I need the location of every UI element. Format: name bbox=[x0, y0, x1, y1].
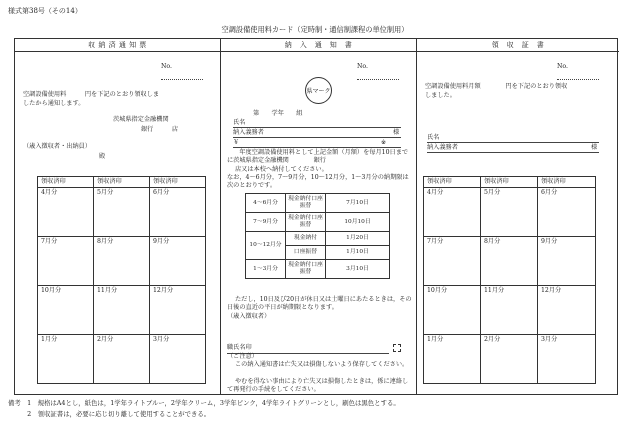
payer-label: 納入義務者 bbox=[427, 144, 458, 151]
grid-cell: 8月分 bbox=[481, 237, 538, 286]
bank-label: 茨城県指定金融機関 bbox=[113, 116, 169, 123]
no-dots bbox=[557, 79, 599, 80]
grid-cell: 6月分 bbox=[538, 188, 596, 237]
grade-class-label: 第 学年 組 bbox=[253, 110, 303, 117]
deadline-intro: なお，4〜6月分，7〜9月分，10〜12月分，1〜3月分の納期限は次のとおりです。 bbox=[227, 174, 409, 189]
document-title: 空調設備使用料カード（定時制・通信制課程の単位制用） bbox=[221, 25, 409, 34]
grid-header: 領収済印 bbox=[38, 177, 94, 188]
grid-cell: 7月分 bbox=[38, 237, 94, 286]
receipt-grid bbox=[423, 176, 596, 384]
method-cell: 現金納付口座振替 bbox=[286, 194, 326, 213]
section-header: 収 納 済 通 知 票 bbox=[15, 39, 220, 52]
section-header: 領 収 証 書 bbox=[417, 39, 619, 52]
grid-cell: 4月分 bbox=[424, 188, 481, 237]
method-cell: 現金納付口座振替 bbox=[286, 260, 326, 279]
grid-cell: 2月分 bbox=[481, 335, 538, 384]
method-cell: 口座振替 bbox=[286, 246, 326, 260]
deadline-cell: 1月10日 bbox=[326, 246, 390, 260]
grid-cell: 1月分 bbox=[38, 335, 94, 384]
remark-2: 2 領収証書は，必要に応じ切り離して使用することができる。 bbox=[8, 410, 211, 418]
grid-cell: 12月分 bbox=[150, 286, 206, 335]
grid-cell: 3月分 bbox=[150, 335, 206, 384]
grid-cell: 5月分 bbox=[481, 188, 538, 237]
name-underline bbox=[233, 127, 401, 128]
clerk-label: 職氏名印 bbox=[227, 344, 252, 351]
yen-label: ￥ bbox=[233, 139, 240, 146]
period-cell: 10〜12月分 bbox=[246, 232, 286, 260]
grid-header: 領収済印 bbox=[481, 177, 538, 188]
method-cell: 現金納付口座振替 bbox=[286, 213, 326, 232]
notice-text: したから通知します。 bbox=[23, 100, 85, 107]
no-label: No. bbox=[357, 63, 368, 70]
remark-1: 備考 1 規格はA4とし，紙色は，1学年ライトブルー，2学年クリーム，3学年ピンク，4学年ライトグリーンとし，刷色は黒色とする。 bbox=[8, 399, 400, 407]
payer-underline bbox=[427, 152, 599, 153]
payer-underline bbox=[233, 137, 401, 138]
name-label: 氏名 bbox=[233, 119, 246, 126]
receipt bbox=[417, 39, 619, 394]
form-frame bbox=[14, 38, 618, 395]
name-label: 氏名 bbox=[427, 134, 440, 141]
payment-instructions-2: 店又は本校へ納付してください。 bbox=[235, 166, 328, 173]
deadline-cell: 3月10日 bbox=[326, 260, 390, 279]
period-cell: 4〜6月分 bbox=[246, 194, 286, 213]
no-dots bbox=[357, 79, 399, 80]
holiday-note: ただし，10日及び20日が休日又は土曜日にあたるときは，その日後の直近の平日が納期限となります。 bbox=[227, 296, 412, 311]
caution-1: この納入通知書は亡失又は損傷しないよう保存してください。 bbox=[235, 361, 409, 368]
grid-cell: 7月分 bbox=[424, 237, 481, 286]
amount-underline bbox=[233, 147, 401, 148]
grid-cell: 11月分 bbox=[481, 286, 538, 335]
grid-cell: 9月分 bbox=[538, 237, 596, 286]
sama-label: 様 bbox=[591, 144, 598, 151]
branch-label: 銀行 店 bbox=[141, 126, 179, 133]
to-label: 殿 bbox=[99, 153, 106, 160]
grid-cell: 10月分 bbox=[424, 286, 481, 335]
grid-cell: 6月分 bbox=[150, 188, 206, 237]
period-cell: 7〜9月分 bbox=[246, 213, 286, 232]
payment-instructions: 年度空調設備使用料として上記金額（月額）を毎月10日までに茨城県指定金融機関 銀行 bbox=[227, 149, 409, 164]
period-cell: 1〜3月分 bbox=[246, 260, 286, 279]
grid-header: 領収済印 bbox=[94, 177, 150, 188]
grid-cell: 8月分 bbox=[94, 237, 150, 286]
seal-box bbox=[393, 344, 401, 352]
grid-cell: 9月分 bbox=[150, 237, 206, 286]
notification-slip bbox=[15, 39, 221, 394]
asterisk-label: ※ bbox=[381, 139, 387, 146]
no-dots bbox=[161, 79, 203, 80]
caution-label: （ご注意） bbox=[227, 353, 258, 360]
deadline-cell: 7月10日 bbox=[326, 194, 390, 213]
section-header: 納 入 通 知 書 bbox=[221, 39, 416, 52]
grid-cell: 12月分 bbox=[538, 286, 596, 335]
no-label: No. bbox=[161, 63, 172, 70]
receipt-grid bbox=[37, 176, 206, 384]
grid-header: 領収済印 bbox=[538, 177, 596, 188]
collector-label: （歳入徴収者） bbox=[227, 313, 271, 320]
amount-text: 空調設備使用料 円を下記のとおり領収しま bbox=[23, 91, 160, 98]
sama-label: 様 bbox=[393, 129, 400, 136]
method-cell: 現金納付 bbox=[286, 232, 326, 246]
grid-cell: 11月分 bbox=[94, 286, 150, 335]
amount-text: 空調設備使用料月額 円を下記のとおり領収 bbox=[425, 83, 568, 90]
caution-2: やむを得ない事由により亡失又は損傷したときは，係に連絡して再発行の手続をしてください。 bbox=[227, 378, 409, 393]
grid-cell: 4月分 bbox=[38, 188, 94, 237]
payer-label: 納入義務者 bbox=[233, 129, 264, 136]
deadline-cell: 1月20日 bbox=[326, 232, 390, 246]
remarks bbox=[8, 398, 400, 420]
grid-cell: 2月分 bbox=[94, 335, 150, 384]
deadline-table bbox=[245, 193, 390, 279]
grid-header: 領収済印 bbox=[424, 177, 481, 188]
deadline-cell: 10月10日 bbox=[326, 213, 390, 232]
grid-header: 領収済印 bbox=[150, 177, 206, 188]
no-label: No. bbox=[557, 63, 568, 70]
name-underline bbox=[427, 142, 599, 143]
prefecture-mark-stamp: 県マーク bbox=[305, 77, 332, 104]
payment-notice bbox=[221, 39, 417, 394]
grid-cell: 1月分 bbox=[424, 335, 481, 384]
grid-cell: 5月分 bbox=[94, 188, 150, 237]
form-number: 様式第38号（その14） bbox=[8, 7, 82, 15]
grid-cell: 10月分 bbox=[38, 286, 94, 335]
grid-cell: 3月分 bbox=[538, 335, 596, 384]
receipt-text: しました。 bbox=[425, 92, 456, 99]
receiver-label: （歳入徴収者・出納員） bbox=[23, 143, 92, 150]
